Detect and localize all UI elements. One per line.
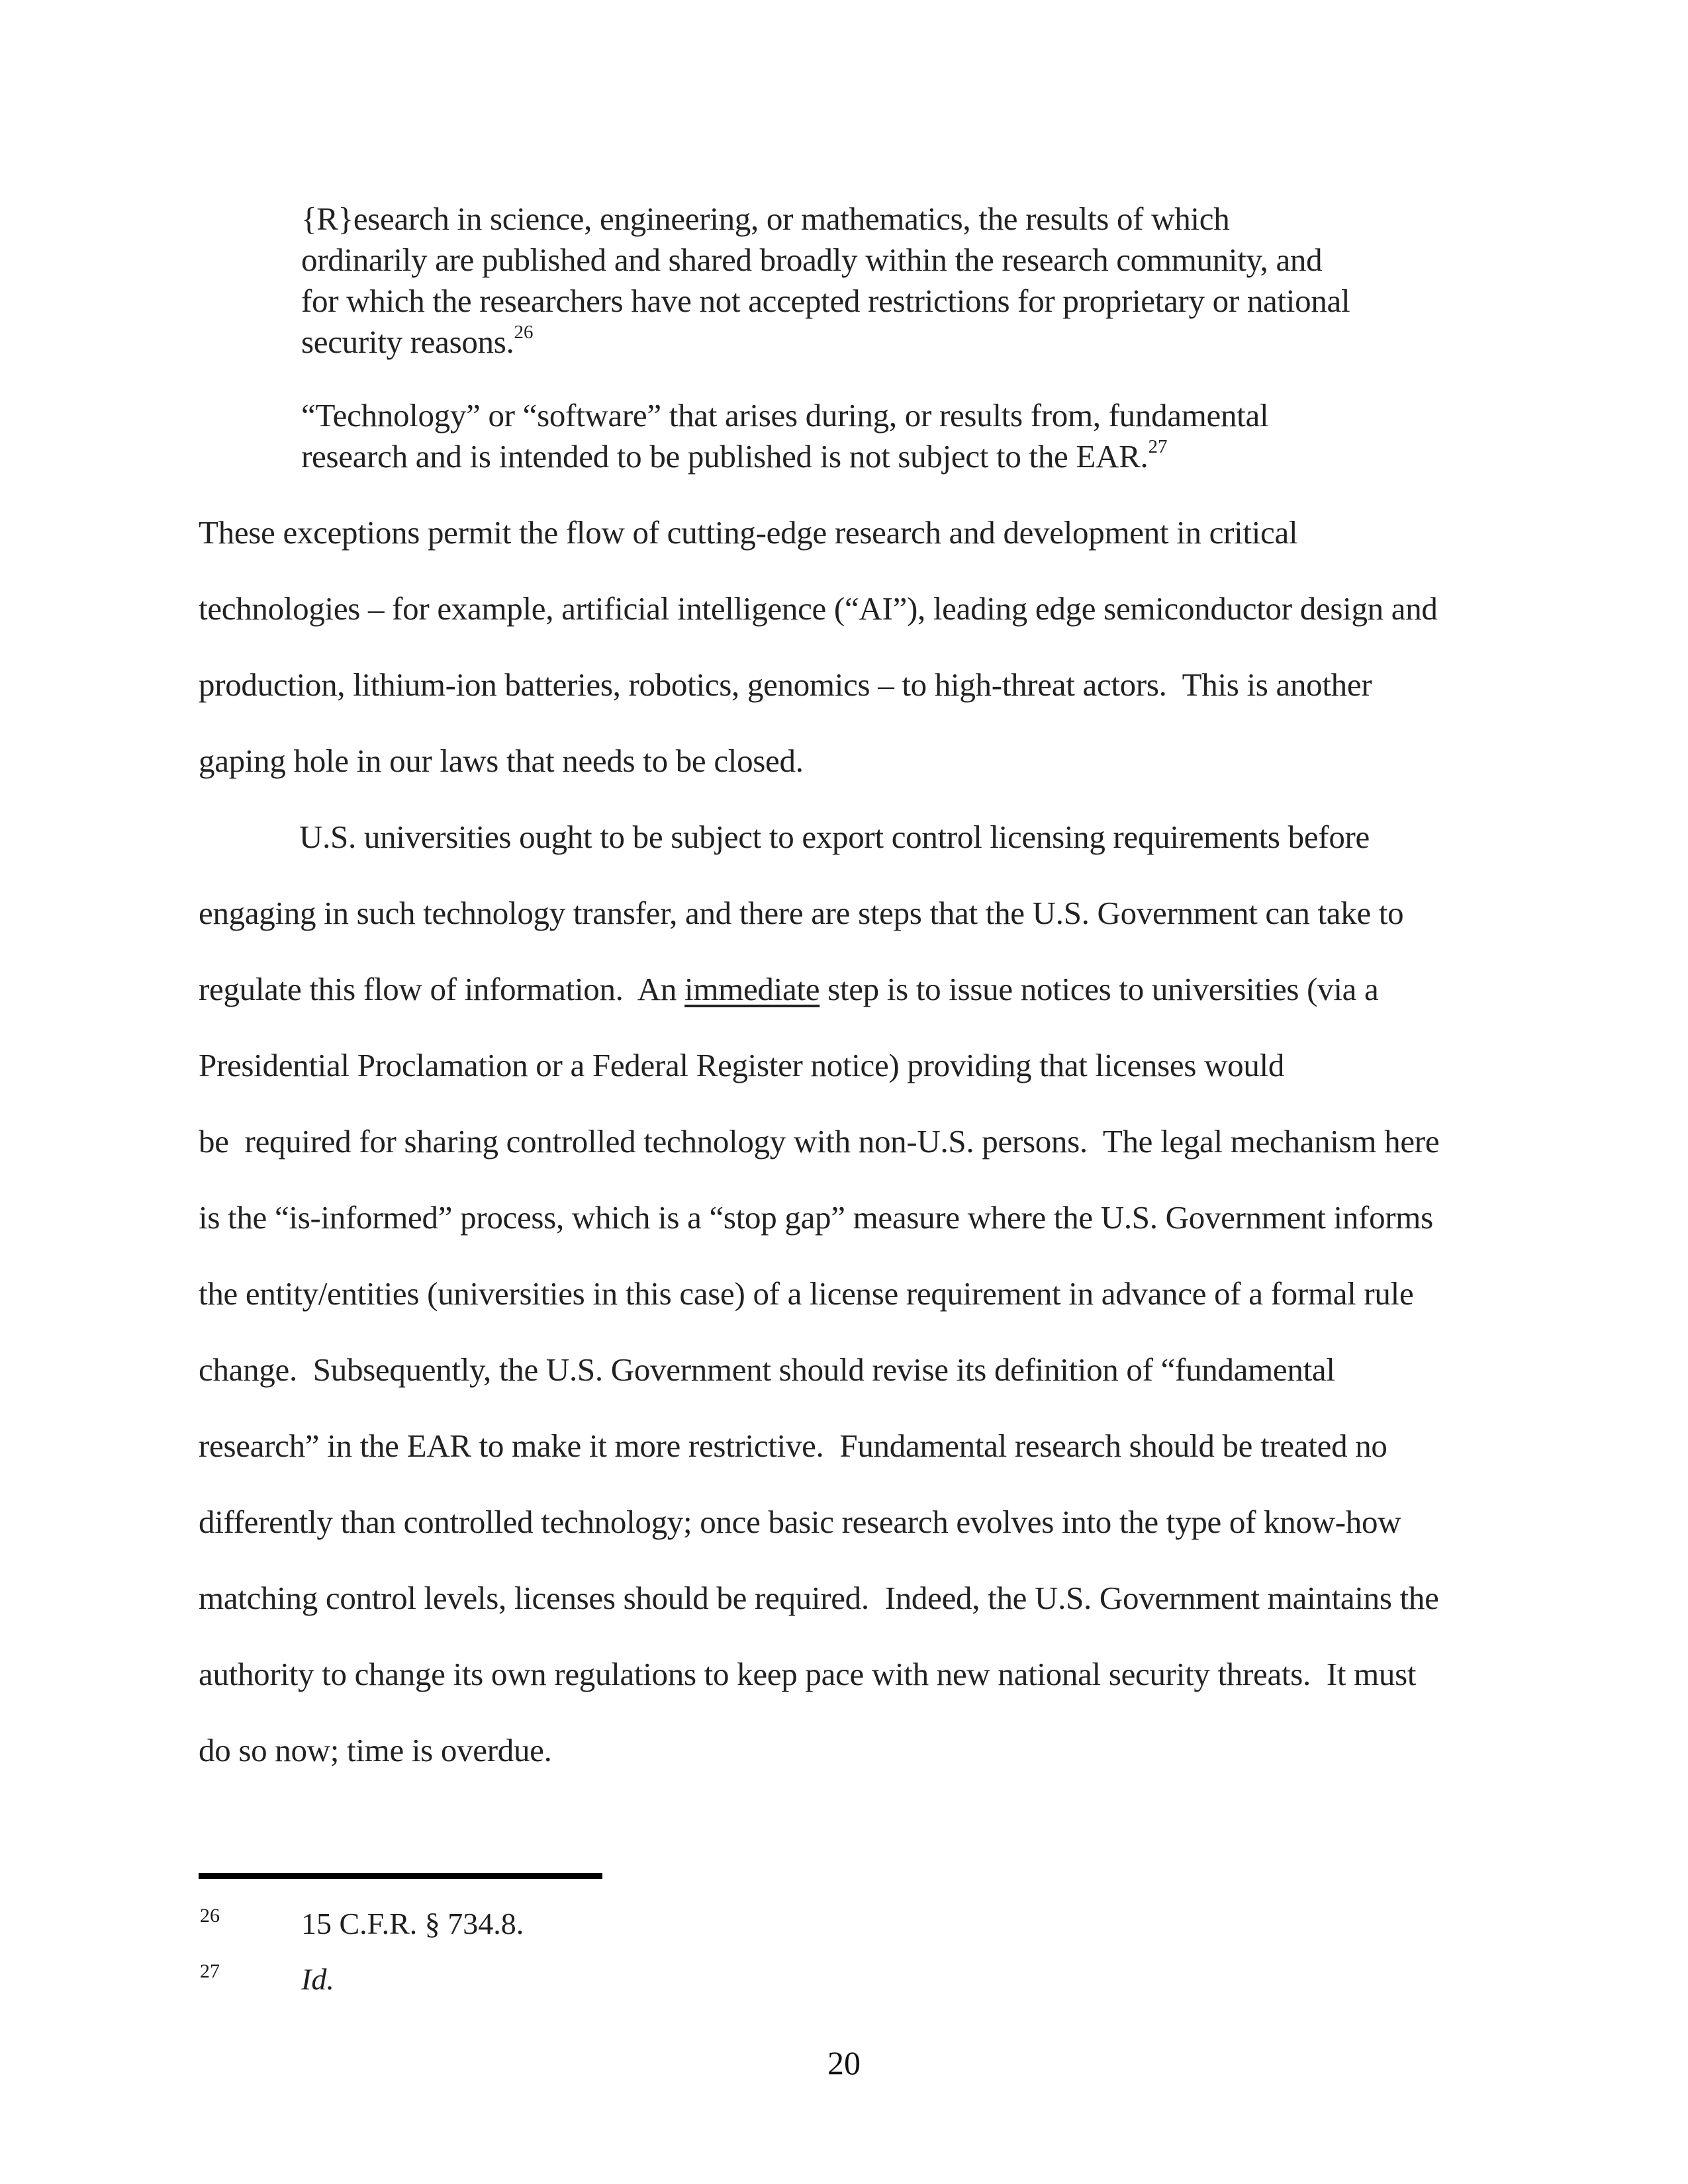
text-segment: authority to change its own regulations to keep pace with new national security threats. It must — [199, 1656, 1417, 1692]
text-segment: production, lithium-ion batteries, robotics, genomics – to high-threat actors. This is another — [199, 666, 1372, 703]
footnote-number: 27 — [200, 1960, 220, 1982]
page-content — [199, 199, 1489, 1788]
text-segment: for which the researchers have not accepted restrictions for proprietary or national — [301, 283, 1350, 319]
text-segment: Presidential Proclamation or a Federal Register notice) providing that licenses would — [199, 1047, 1285, 1083]
text-segment: gaping hole in our laws that needs to be closed. — [199, 743, 804, 779]
paragraph-exceptions-critical-technologies — [199, 494, 1489, 799]
text-line — [199, 799, 1489, 875]
text-line — [301, 199, 1489, 240]
text-line — [199, 1560, 1489, 1636]
text-line — [199, 570, 1489, 647]
text-segment: security reasons. — [301, 324, 514, 360]
footnote-26 — [199, 1905, 1489, 1951]
text-segment: research and is intended to be published is not subject to the EAR. — [301, 438, 1149, 475]
text-line — [199, 1027, 1489, 1103]
text-segment: be required for sharing controlled technology with non-U.S. persons. The legal mechanism here — [199, 1123, 1440, 1160]
text-segment: change. Subsequently, the U.S. Government should revise its definition of “fundamental — [199, 1351, 1335, 1388]
text-line — [199, 1408, 1489, 1484]
text-line — [301, 322, 1489, 363]
text-segment: engaging in such technology transfer, and there are steps that the U.S. Government can take to — [199, 895, 1404, 931]
text-line — [301, 240, 1489, 281]
page-number: 20 — [827, 2044, 861, 2081]
text-segment: is the “is-informed” process, which is a “stop gap” measure where the U.S. Government informs — [199, 1199, 1433, 1236]
underlined-text: immediate — [684, 971, 820, 1007]
text-segment: regulate this flow of information. An — [199, 971, 685, 1007]
text-segment: {R}esearch in science, engineering, or mathematics, the results of which — [301, 201, 1230, 237]
text-line — [199, 951, 1489, 1027]
footnote-text: 15 C.F.R. § 734.8. — [301, 1907, 524, 1940]
text-line — [199, 1179, 1489, 1255]
footnote-separator — [199, 1873, 602, 1879]
text-segment: U.S. universities ought to be subject to export control licensing requirements before — [299, 819, 1370, 855]
footnote-reference: 26 — [514, 322, 534, 343]
footnote-reference: 27 — [1148, 436, 1168, 457]
text-line — [301, 281, 1489, 322]
text-line — [301, 395, 1489, 436]
text-segment: These exceptions permit the flow of cutting-edge research and development in critical — [199, 514, 1298, 551]
text-segment: differently than controlled technology; once basic research evolves into the type of know-how — [199, 1504, 1401, 1540]
text-segment: technologies – for example, artificial intelligence (“AI”), leading edge semiconductor design and — [199, 590, 1438, 627]
text-segment: “Technology” or “software” that arises during, or results from, fundamental — [301, 397, 1269, 433]
text-segment: step is to issue notices to universities (via a — [820, 971, 1379, 1007]
blockquote-fundamental-research-definition — [301, 199, 1489, 363]
text-line — [199, 1712, 1489, 1788]
paragraph-university-export-controls — [199, 799, 1489, 1788]
text-segment: matching control levels, licenses should be required. Indeed, the U.S. Government maintains the — [199, 1580, 1439, 1616]
text-line — [301, 436, 1489, 477]
footnote-number: 26 — [200, 1905, 220, 1927]
text-line — [199, 1636, 1489, 1712]
text-segment: ordinarily are published and shared broadly within the research community, and — [301, 242, 1323, 278]
footnote-27 — [199, 1960, 1489, 2007]
text-line — [199, 1484, 1489, 1560]
text-line — [199, 647, 1489, 723]
text-line — [199, 1103, 1489, 1179]
text-segment: do so now; time is overdue. — [199, 1732, 552, 1768]
text-line — [199, 494, 1489, 570]
text-line — [199, 723, 1489, 799]
footnote-text: Id. — [301, 1962, 334, 1996]
text-line — [199, 1332, 1489, 1408]
text-segment: research” in the EAR to make it more restrictive. Fundamental research should be treated no — [199, 1428, 1387, 1464]
text-segment: the entity/entities (universities in this case) of a license requirement in advance of a formal rule — [199, 1275, 1414, 1312]
text-line — [199, 1255, 1489, 1332]
blockquote-technology-software-ear — [301, 395, 1489, 477]
text-line — [199, 875, 1489, 951]
